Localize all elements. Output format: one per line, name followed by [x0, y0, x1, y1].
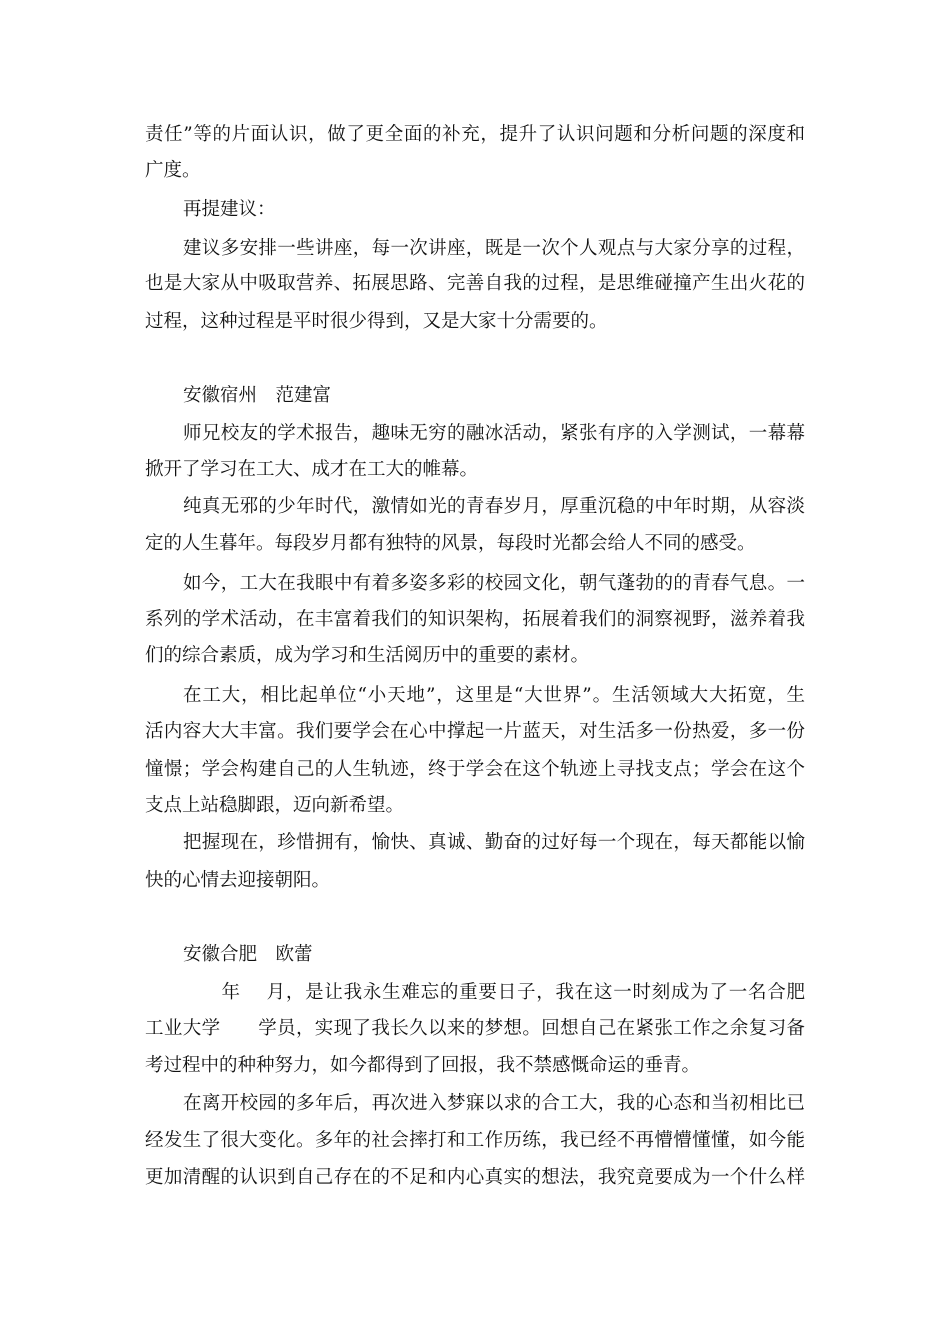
text-line: 把握现在，珍惜拥有，愉快、真诚、勤奋的过好每一个现在，每天都能以愉	[183, 832, 805, 853]
text-line: 广度。	[145, 160, 201, 181]
text-line: 活内容大大丰富。我们要学会在心中撑起一片蓝天，对生活多一份热爱，多一份	[145, 721, 805, 742]
text-line: 更加清醒的认识到自己存在的不足和内心真实的想法，我究竟要成为一个什么样	[145, 1167, 805, 1188]
text-line: 们的综合素质，成为学习和生活阅历中的重要的素材。	[145, 645, 590, 666]
text-line: 定的人生暮年。每段岁月都有独特的风景，每段时光都会给人不同的感受。	[145, 533, 756, 554]
author-heading: 安徽宿州 范建富	[183, 385, 332, 406]
text-line: 支点上站稳脚跟，迈向新希望。	[145, 795, 405, 816]
text-line: 师兄校友的学术报告，趣味无穷的融冰活动，紧张有序的入学测试，一幕幕	[183, 423, 805, 444]
text-line: 纯真无邪的少年时代，激情如光的青春岁月，厚重沉稳的中年时期，从容淡	[183, 496, 805, 517]
text-line: 憧憬；学会构建自己的人生轨迹，终于学会在这个轨迹上寻找支点；学会在这个	[145, 759, 805, 780]
text-line: 过程，这种过程是平时很少得到，又是大家十分需要的。	[145, 311, 608, 332]
text-line: 掀开了学习在工大、成才在工大的帷幕。	[145, 459, 479, 480]
text-line: 系列的学术活动，在丰富着我们的知识架构，拓展着我们的洞察视野，滋养着我	[145, 609, 805, 630]
text-line: 快的心情去迎接朝阳。	[145, 870, 331, 891]
section-heading: 再提建议：	[183, 199, 276, 220]
text-line: 责任”等的片面认识，做了更全面的补充，提升了认识问题和分析问题的深度和	[145, 124, 805, 145]
text-line: 在离开校园的多年后，再次进入梦寐以求的合工大，我的心态和当初相比已	[183, 1093, 805, 1114]
text-line: 在工大，相比起单位“小天地”，这里是“大世界”。生活领域大大拓宽，生	[183, 685, 805, 706]
text-line: 也是大家从中吸取营养、拓展思路、完善自我的过程，是思维碰撞产生出火花的	[145, 273, 805, 294]
author-heading: 安徽合肥 欧蕾	[183, 944, 313, 965]
text-line: 考过程中的种种努力，如今都得到了回报，我不禁感慨命运的垂青。	[145, 1055, 701, 1076]
text-line: 年 月，是让我永生难忘的重要日子，我在这一时刻成为了一名合肥	[183, 982, 805, 1003]
text-line: 工业大学 学员，实现了我长久以来的梦想。回想自己在紧张工作之余复习备	[145, 1018, 805, 1039]
text-line: 如今，工大在我眼中有着多姿多彩的校园文化，朝气蓬勃的的青春气息。一	[183, 573, 805, 594]
text-line: 建议多安排一些讲座，每一次讲座，既是一次个人观点与大家分享的过程，	[183, 238, 805, 259]
text-line: 经发生了很大变化。多年的社会摔打和工作历练，我已经不再懵懵懂懂，如今能	[145, 1130, 805, 1151]
